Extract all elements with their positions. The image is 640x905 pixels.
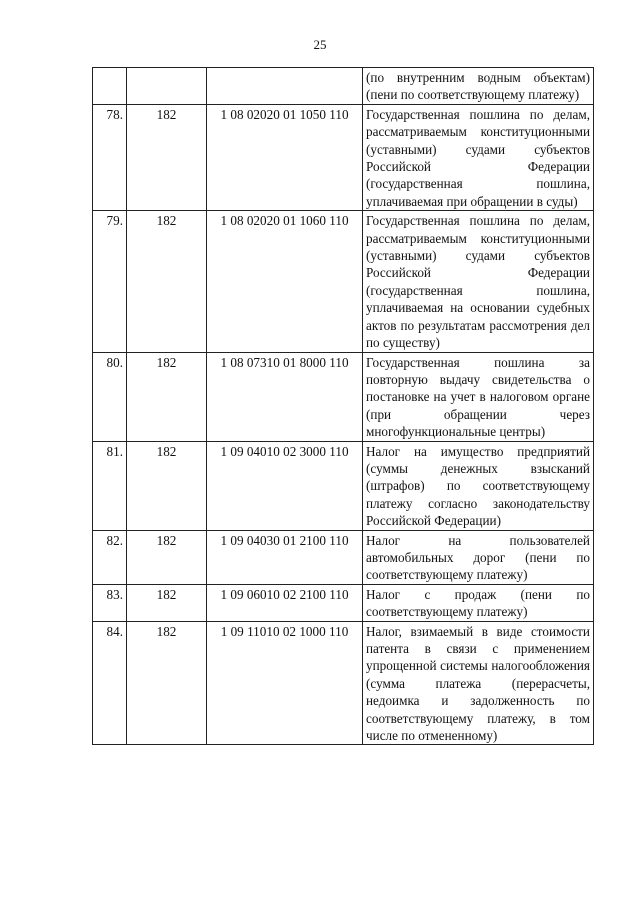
income-name-cell: Государственная пошлина за повторную выдачу свидетельства о постановке на учет в налоговом органе (при обращении через многофункциональные центры) (363, 352, 594, 441)
row-number-cell: 80. (93, 352, 127, 441)
row-number-cell: 82. (93, 530, 127, 584)
admin-code-cell: 182 (127, 530, 207, 584)
admin-code-cell (127, 68, 207, 105)
row-number-cell: 79. (93, 211, 127, 352)
admin-code-cell: 182 (127, 104, 207, 210)
kbk-code-cell: 1 09 04030 01 2100 110 (207, 530, 363, 584)
income-name-cell: Государственная пошлина по делам, рассматриваемым конституционными (уставными) судами субъектов Российской Федерации (государственная пошлина, уплачиваемая при обращении в суды) (363, 104, 594, 210)
table-row (93, 584, 594, 621)
admin-code-cell: 182 (127, 441, 207, 530)
row-number-cell: 78. (93, 104, 127, 210)
admin-code-cell: 182 (127, 584, 207, 621)
row-number-cell (93, 68, 127, 105)
income-name-cell: Налог на пользователей автомобильных дорог (пени по соответствующему платежу) (363, 530, 594, 584)
income-name-cell: Государственная пошлина по делам, рассматриваемым конституционными (уставными) судами субъектов Российской Федерации (государственная пошлина, уплачиваемая на основании судебных актов по результатам рассмотрения дел по существу) (363, 211, 594, 352)
income-name-cell: (по внутренним водным объектам) (пени по соответствующему платежу) (363, 68, 594, 105)
table-row (93, 352, 594, 441)
table-row (93, 530, 594, 584)
table-row (93, 441, 594, 530)
kbk-code-cell: 1 09 04010 02 3000 110 (207, 441, 363, 530)
row-number-cell: 81. (93, 441, 127, 530)
admin-code-cell: 182 (127, 352, 207, 441)
admin-code-cell: 182 (127, 211, 207, 352)
kbk-code-cell (207, 68, 363, 105)
table-row (93, 621, 594, 745)
admin-code-cell: 182 (127, 621, 207, 745)
page-number: 25 (313, 37, 327, 52)
income-name-cell: Налог с продаж (пени по соответствующему платежу) (363, 584, 594, 621)
kbk-code-cell: 1 09 11010 02 1000 110 (207, 621, 363, 745)
kbk-code-cell: 1 08 07310 01 8000 110 (207, 352, 363, 441)
income-name-cell: Налог на имущество предприятий (суммы денежных взысканий (штрафов) по соответствующему платежу согласно законодательству Российской Федерации) (363, 441, 594, 530)
table-row (93, 104, 594, 210)
row-number-cell: 83. (93, 584, 127, 621)
table-row (93, 211, 594, 352)
income-codes-table (92, 67, 594, 745)
kbk-code-cell: 1 08 02020 01 1060 110 (207, 211, 363, 352)
table-row-continuation (93, 68, 594, 105)
kbk-code-cell: 1 08 02020 01 1050 110 (207, 104, 363, 210)
row-number-cell: 84. (93, 621, 127, 745)
kbk-code-cell: 1 09 06010 02 2100 110 (207, 584, 363, 621)
income-name-cell: Налог, взимаемый в виде стоимости патента в связи с применением упрощенной системы налогообложения (сумма платежа (перерасчеты, недоимка и задолженность по соответствующему платежу, в том числе по отмененному) (363, 621, 594, 745)
